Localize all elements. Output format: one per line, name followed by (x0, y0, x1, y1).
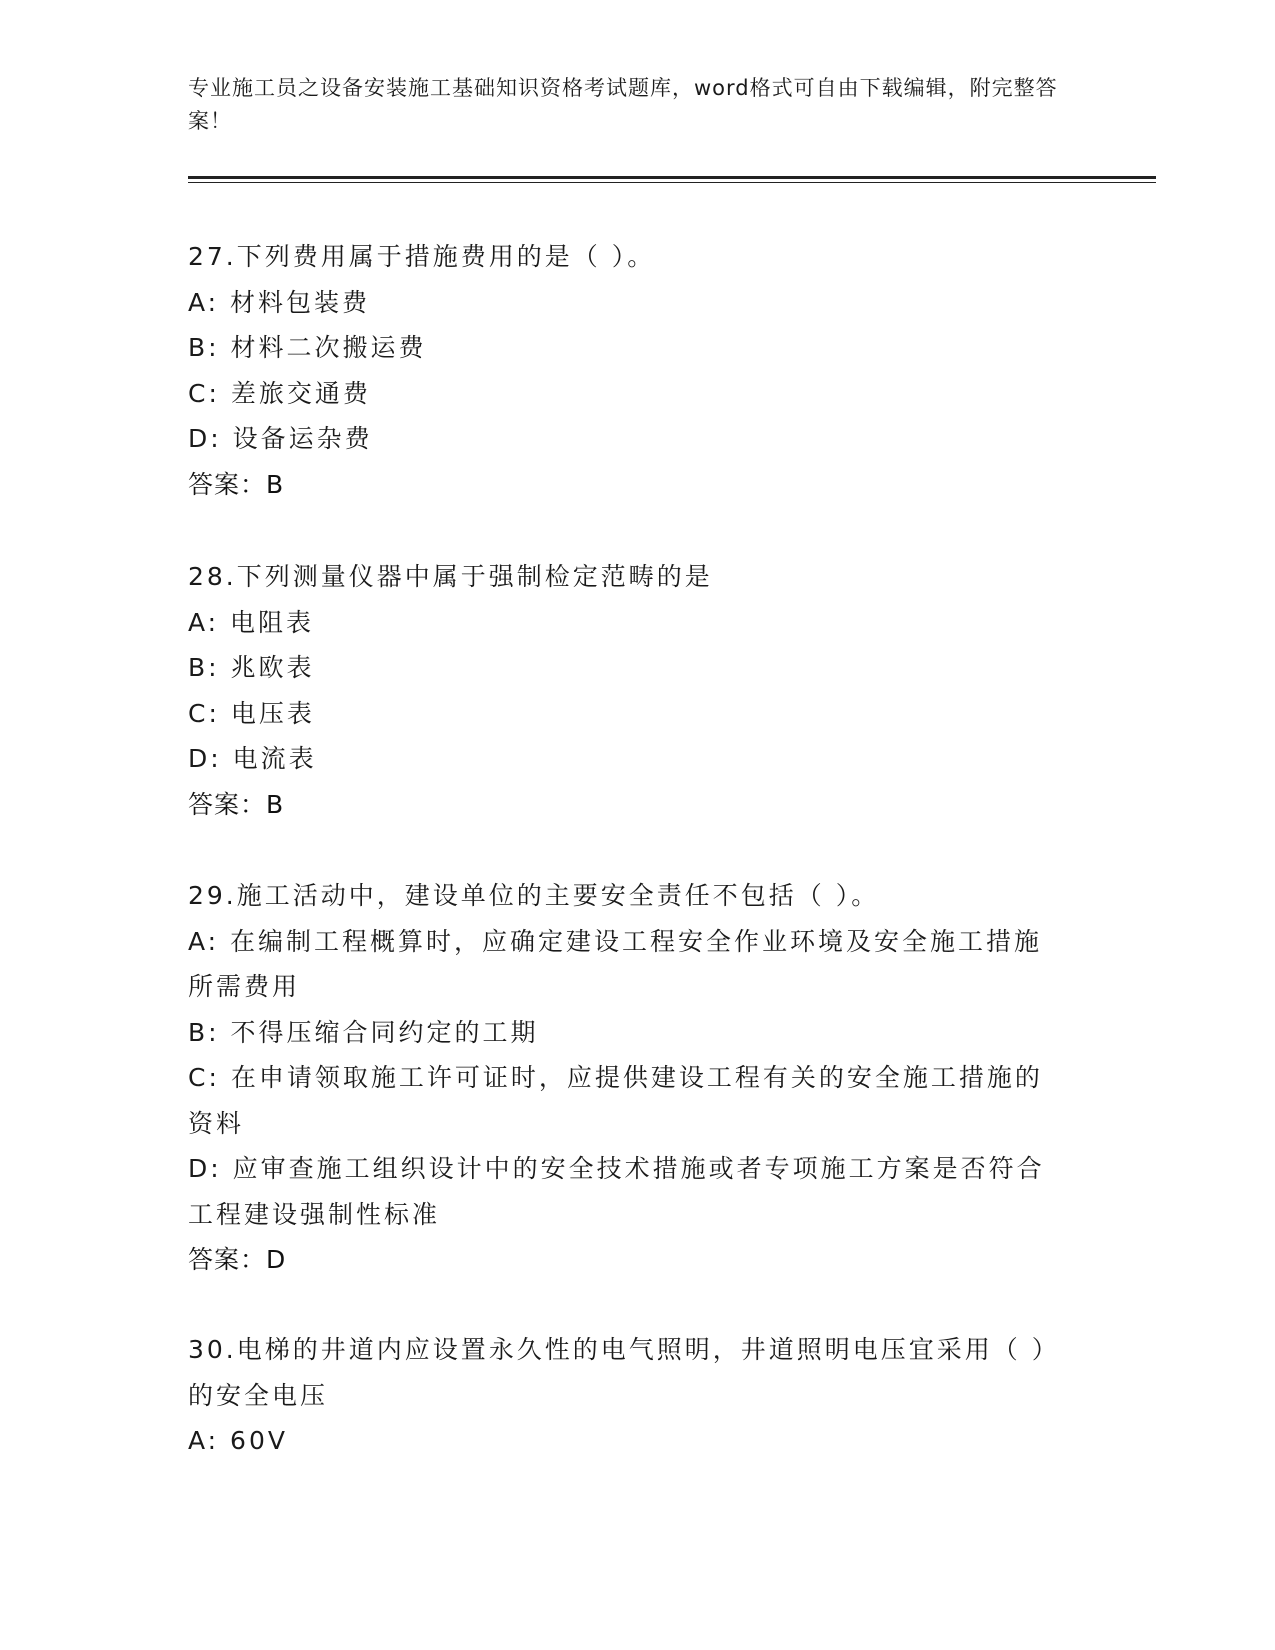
question-stem: 30.电梯的井道内应设置永久性的电气照明，井道照明电压宜采用（ ）的安全电压 (188, 1335, 1060, 1410)
header-divider-thick (188, 176, 1156, 179)
question-block (188, 554, 1068, 827)
header-divider-thin (188, 182, 1156, 183)
question-block (188, 873, 1068, 1283)
option-d: D: 电流表 (188, 744, 317, 773)
option-d: D: 应审查施工组织设计中的安全技术措施或者专项施工方案是否符合工程建设强制性标准 (188, 1154, 1045, 1229)
option-b: B: 材料二次搬运费 (188, 333, 427, 362)
question-block (188, 1327, 1068, 1464)
option-a: A: 电阻表 (188, 607, 315, 637)
document-header: 专业施工员之设备安装施工基础知识资格考试题库，word格式可自由下载编辑，附完整答案！ (188, 76, 1058, 133)
option-c: C: 电压表 (188, 698, 315, 728)
option-d: D: 设备运杂费 (188, 424, 373, 453)
answer-line: 答案：B (188, 469, 285, 499)
option-a: A: 60V (188, 1426, 288, 1455)
option-a: A: 在编制工程概算时，应确定建设工程安全作业环境及安全施工措施所需费用 (188, 926, 1043, 1001)
question-stem: 29.施工活动中，建设单位的主要安全责任不包括（ ）。 (188, 881, 880, 910)
option-c: C: 差旅交通费 (188, 378, 371, 408)
question-stem: 27.下列费用属于措施费用的是（ ）。 (188, 242, 656, 271)
option-a: A: 材料包装费 (188, 287, 371, 317)
question-block (188, 234, 1068, 507)
answer-line: 答案：D (188, 1245, 287, 1274)
option-c: C: 在申请领取施工许可证时，应提供建设工程有关的安全施工措施的资料 (188, 1063, 1043, 1138)
option-b: B: 不得压缩合同约定的工期 (188, 1017, 539, 1047)
question-stem: 28.下列测量仪器中属于强制检定范畴的是 (188, 562, 713, 591)
option-b: B: 兆欧表 (188, 653, 315, 682)
answer-line: 答案：B (188, 789, 285, 819)
